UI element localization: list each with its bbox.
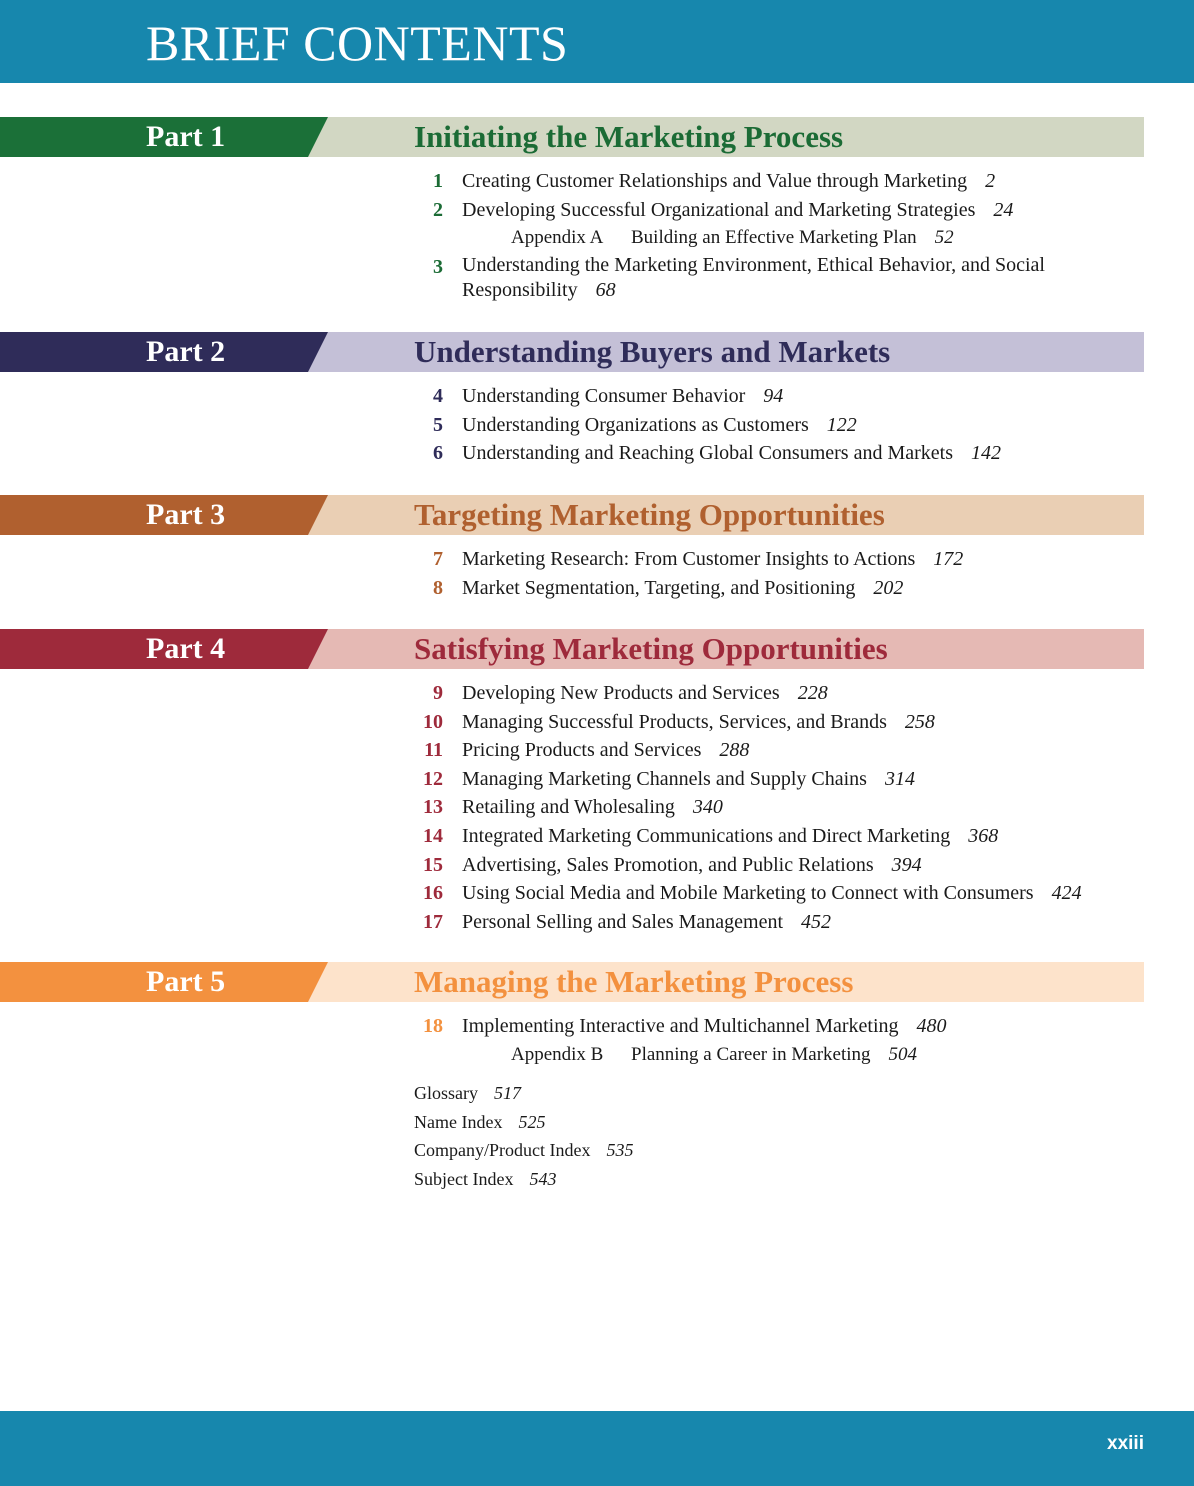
chapter-number: 8 xyxy=(433,576,443,599)
back-matter-entry[interactable] xyxy=(414,1108,633,1137)
chapter-title: Integrated Marketing Communications and Direct Marketing 368 xyxy=(462,824,999,847)
back-matter-title: Glossary xyxy=(414,1083,478,1103)
chapter-title: Retailing and Wholesaling 340 xyxy=(462,796,723,819)
page-number: 517 xyxy=(494,1083,521,1103)
chapter-title: Managing Marketing Channels and Supply Chains 314 xyxy=(462,767,915,790)
page-footer xyxy=(0,1411,1194,1486)
chapter-list xyxy=(0,535,1194,602)
chapter-number: 15 xyxy=(423,853,443,876)
chapter-entry[interactable] xyxy=(0,822,1194,851)
chapter-number: 13 xyxy=(423,796,443,819)
part-label: Part 1 xyxy=(146,120,226,153)
chapter-entry[interactable] xyxy=(0,411,1194,440)
back-matter-list xyxy=(414,1079,633,1193)
chapter-title: Market Segmentation, Targeting, and Positioning 202 xyxy=(462,576,904,599)
page-number: 394 xyxy=(891,853,922,876)
part-section xyxy=(0,495,1194,602)
chapter-number: 16 xyxy=(423,882,443,905)
chapter-entry[interactable] xyxy=(0,167,1194,196)
chapter-entry[interactable] xyxy=(0,708,1194,737)
chapter-number: 7 xyxy=(433,548,443,570)
chapter-title: Understanding and Reaching Global Consumers and Markets 142 xyxy=(462,442,1002,465)
page-number: 368 xyxy=(968,824,999,847)
part-label: Part 4 xyxy=(146,632,226,665)
chapter-list xyxy=(0,1002,1194,1069)
part-title: Targeting Marketing Opportunities xyxy=(414,497,885,532)
chapter-title: Advertising, Sales Promotion, and Public Relations 394 xyxy=(462,853,922,876)
chapter-title: Understanding Organizations as Customers 122 xyxy=(462,413,857,436)
part-band xyxy=(0,495,1144,535)
chapter-title: Managing Successful Products, Services, and Brands 258 xyxy=(462,710,935,733)
chapter-number: 6 xyxy=(433,442,443,465)
part-label: Part 5 xyxy=(146,965,226,998)
chapter-title: Developing Successful Organizational and Marketing Strategies 24 xyxy=(462,198,1014,221)
page-number: 424 xyxy=(1051,882,1082,905)
part-title: Initiating the Marketing Process xyxy=(414,119,844,154)
chapter-entry[interactable] xyxy=(0,574,1194,603)
chapter-number: 18 xyxy=(423,1015,443,1037)
chapter-title: Developing New Products and Services 228 xyxy=(462,682,828,704)
chapter-number: 4 xyxy=(433,385,443,407)
chapter-list xyxy=(0,157,1194,305)
chapter-entry[interactable] xyxy=(0,679,1194,708)
appendix-label: Appendix A xyxy=(511,227,604,249)
appendix-label: Appendix B xyxy=(511,1043,604,1065)
chapter-entry[interactable] xyxy=(0,879,1194,908)
page-number: 2 xyxy=(985,170,996,192)
chapter-title: Understanding the Marketing Environment, Ethical Behavior, and Social Responsibility 68 xyxy=(462,253,1045,301)
page-number: 94 xyxy=(763,385,784,407)
page-number: 504 xyxy=(888,1043,918,1065)
page-number: 480 xyxy=(916,1015,947,1037)
part-band xyxy=(0,332,1144,372)
appendix-entry[interactable] xyxy=(0,224,1194,253)
page-title: BRIEF CONTENTS xyxy=(146,15,569,71)
back-matter-entry[interactable] xyxy=(414,1136,633,1165)
page-number: xxiii xyxy=(1107,1433,1144,1454)
back-matter-entry[interactable] xyxy=(414,1079,633,1108)
part-section xyxy=(0,117,1194,305)
page-number: 525 xyxy=(518,1111,546,1132)
chapter-entry[interactable] xyxy=(0,851,1194,880)
part-section xyxy=(0,962,1194,1069)
chapter-entry[interactable] xyxy=(0,793,1194,822)
chapter-list xyxy=(0,669,1194,936)
chapter-entry[interactable] xyxy=(0,1012,1194,1041)
chapter-entry[interactable] xyxy=(0,253,1194,305)
page-number: 202 xyxy=(873,576,904,599)
part-section xyxy=(0,332,1194,468)
part-label: Part 3 xyxy=(146,498,226,531)
appendix-entry[interactable] xyxy=(0,1041,1194,1070)
page-number: 228 xyxy=(797,682,828,704)
chapter-number: 11 xyxy=(424,739,443,762)
page-number: 68 xyxy=(595,278,616,301)
page-number: 340 xyxy=(692,796,723,819)
part-section xyxy=(0,629,1194,936)
page-number: 24 xyxy=(993,198,1014,221)
appendix-title: Building an Effective Marketing Plan 52 xyxy=(631,227,954,249)
chapter-entry[interactable] xyxy=(0,908,1194,937)
back-matter-entry[interactable] xyxy=(414,1165,633,1194)
chapter-title: Pricing Products and Services 288 xyxy=(462,739,750,762)
chapter-number: 1 xyxy=(433,170,443,192)
chapter-number: 14 xyxy=(423,824,443,847)
chapter-entry[interactable] xyxy=(0,765,1194,794)
chapter-title: Using Social Media and Mobile Marketing to Connect with Consumers 424 xyxy=(462,882,1082,905)
back-matter-title: Company/Product Index xyxy=(414,1140,591,1160)
page-number: 288 xyxy=(719,739,750,762)
chapter-number: 5 xyxy=(433,413,443,436)
chapter-number: 2 xyxy=(433,198,443,221)
part-title: Managing the Marketing Process xyxy=(414,964,854,999)
page-number: 535 xyxy=(606,1140,634,1160)
chapter-title: Personal Selling and Sales Management 452 xyxy=(462,910,832,933)
page-number: 543 xyxy=(529,1168,557,1189)
chapter-entry[interactable] xyxy=(0,382,1194,411)
appendix-title: Planning a Career in Marketing 504 xyxy=(631,1043,918,1065)
chapter-number: 10 xyxy=(423,710,443,733)
page-number: 452 xyxy=(801,910,832,933)
chapter-entry[interactable] xyxy=(0,736,1194,765)
back-matter-title: Subject Index xyxy=(414,1168,514,1189)
page-header xyxy=(0,0,1194,83)
page-number: 52 xyxy=(934,227,954,249)
chapter-entry[interactable] xyxy=(0,196,1194,225)
chapter-entry[interactable] xyxy=(0,545,1194,574)
chapter-entry[interactable] xyxy=(0,439,1194,468)
page-number: 172 xyxy=(933,548,964,570)
chapter-title: Understanding Consumer Behavior 94 xyxy=(462,385,784,407)
part-band xyxy=(0,629,1144,669)
page-number: 314 xyxy=(884,767,915,790)
chapter-list xyxy=(0,372,1194,468)
chapter-title: Marketing Research: From Customer Insights to Actions 172 xyxy=(462,548,964,570)
chapter-number: 9 xyxy=(433,682,443,704)
part-band xyxy=(0,117,1144,157)
back-matter-title: Name Index xyxy=(414,1111,503,1132)
chapter-title: Implementing Interactive and Multichannel Marketing 480 xyxy=(462,1015,947,1037)
page-number: 142 xyxy=(971,442,1002,465)
part-label: Part 2 xyxy=(146,335,226,368)
part-title: Satisfying Marketing Opportunities xyxy=(414,631,888,666)
chapter-number: 3 xyxy=(433,255,443,278)
page-number: 122 xyxy=(826,413,857,436)
chapter-number: 12 xyxy=(423,767,443,790)
part-title: Understanding Buyers and Markets xyxy=(414,334,891,369)
page-number: 258 xyxy=(904,710,935,733)
chapter-title: Creating Customer Relationships and Value through Marketing 2 xyxy=(462,170,996,192)
chapter-number: 17 xyxy=(423,910,443,933)
part-band xyxy=(0,962,1144,1002)
